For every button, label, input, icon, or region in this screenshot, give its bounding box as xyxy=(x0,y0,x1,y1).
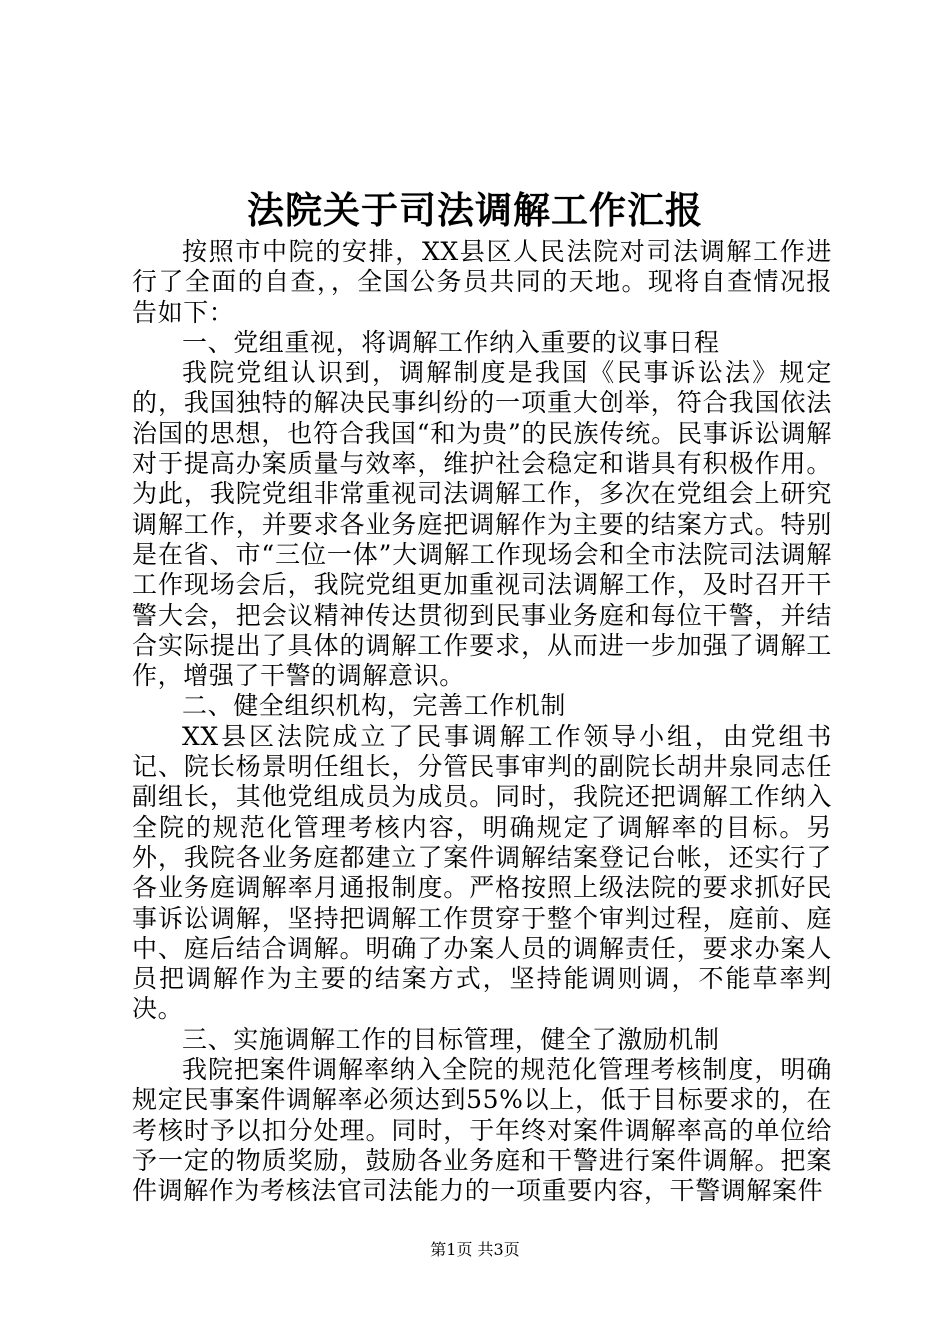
paragraph-intro: 按照市中院的安排，XX县区人民法院对司法调解工作进行了全面的自查，，全国公务员共同的天地。现将自查情况报告如下： xyxy=(132,237,832,327)
paragraph-section-2: XX县区法院成立了民事调解工作领导小组，由党组书记、院长杨景明任组长，分管民事审判的副院长胡井泉同志任副组长，其他党组成员为成员。同时，我院还把调解工作纳入全院的规范化管理考核内容，明确规定了调解率的目标。另外，我院各业务庭都建立了案件调解结案登记台帐，还实行了各业务庭调解率月通报制度。严格按照上级法院的要求抓好民事诉讼调解，坚持把调解工作贯穿于整个审判过程，庭前、庭中、庭后结合调解。明确了办案人员的调解责任，要求办案人员把调解作为主要的结案方式，坚持能调则调，不能草率判决。 xyxy=(132,721,832,1024)
section-heading-2: 二、健全组织机构，完善工作机制 xyxy=(182,691,567,721)
document-body xyxy=(132,237,832,1207)
paragraph-section-3: 我院把案件调解率纳入全院的规范化管理考核制度，明确规定民事案件调解率必须达到55%以上，低于目标要求的，在考核时予以扣分处理。同时，于年终对案件调解率高的单位给予一定的物质奖励，鼓励各业务庭和干警进行案件调解。把案件调解作为考核法官司法能力的一项重要内容，干警调解案件 xyxy=(132,1055,832,1206)
section-heading-1: 一、党组重视，将调解工作纳入重要的议事日程 xyxy=(182,327,720,357)
page-number-footer: 第1页 共3页 xyxy=(430,1240,520,1259)
paragraph-section-1: 我院党组认识到，调解制度是我国《民事诉讼法》规定的，我国独特的解决民事纠纷的一项重大创举，符合我国依法治国的思想，也符合我国“和为贵”的民族传统。民事诉讼调解对于提高办案质量与效率，维护社会稳定和谐具有积极作用。为此，我院党组非常重视司法调解工作，多次在党组会上研究调解工作，并要求各业务庭把调解作为主要的结案方式。特别是在省、市“三位一体”大调解工作现场会和全市法院司法调解工作现场会后，我院党组更加重视司法调解工作，及时召开干警大会，把会议精神传达贯彻到民事业务庭和每位干警，并结合实际提出了具体的调解工作要求，从而进一步加强了调解工作，增强了干警的调解意识。 xyxy=(132,358,832,691)
document-title: 法院关于司法调解工作汇报 xyxy=(247,188,703,232)
section-heading-3: 三、实施调解工作的目标管理，健全了激励机制 xyxy=(182,1024,720,1054)
